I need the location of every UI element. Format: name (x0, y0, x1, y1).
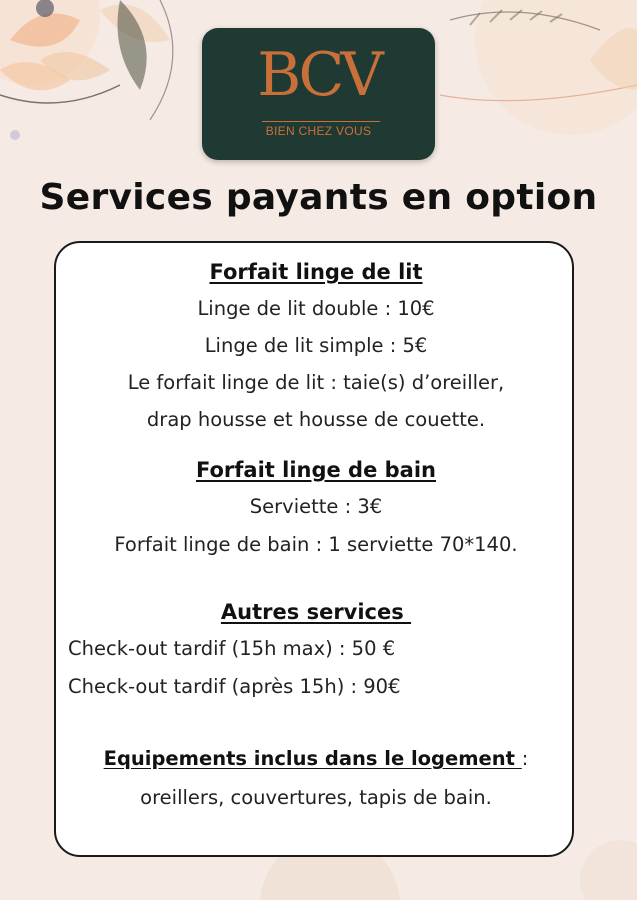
other-line-checkout-after-15h: Check-out tardif (après 15h) : 90€ (68, 675, 401, 698)
section-title-equipment: Equipements inclus dans le logement (103, 747, 522, 770)
equipment-line: oreillers, couvertures, tapis de bain. (140, 786, 492, 809)
bed-line-description-1: Le forfait linge de lit : taie(s) d’oreiller, (127, 371, 505, 394)
bed-line-single: Linge de lit simple : 5€ (204, 334, 428, 357)
page-title: Services payants en option (39, 177, 598, 218)
section-title-other-services: Autres services (220, 600, 412, 624)
logo-divider (262, 121, 380, 122)
bed-line-description-2: drap housse et housse de couette. (146, 408, 486, 431)
bath-line-towel: Serviette : 3€ (249, 495, 383, 518)
services-card (54, 241, 574, 857)
bath-line-package: Forfait linge de bain : 1 serviette 70*140. (114, 533, 518, 556)
logo (202, 28, 435, 160)
equipment-colon: : (521, 747, 529, 770)
other-line-checkout-15h: Check-out tardif (15h max) : 50 € (68, 637, 396, 660)
section-title-bed-linen: Forfait linge de lit (209, 260, 423, 284)
logo-mark: BCV (257, 40, 380, 110)
section-title-bath-linen: Forfait linge de bain (195, 458, 436, 482)
logo-tagline: BIEN CHEZ VOUS (265, 124, 372, 138)
equipment-heading (56, 745, 576, 773)
bed-line-double: Linge de lit double : 10€ (197, 297, 435, 320)
